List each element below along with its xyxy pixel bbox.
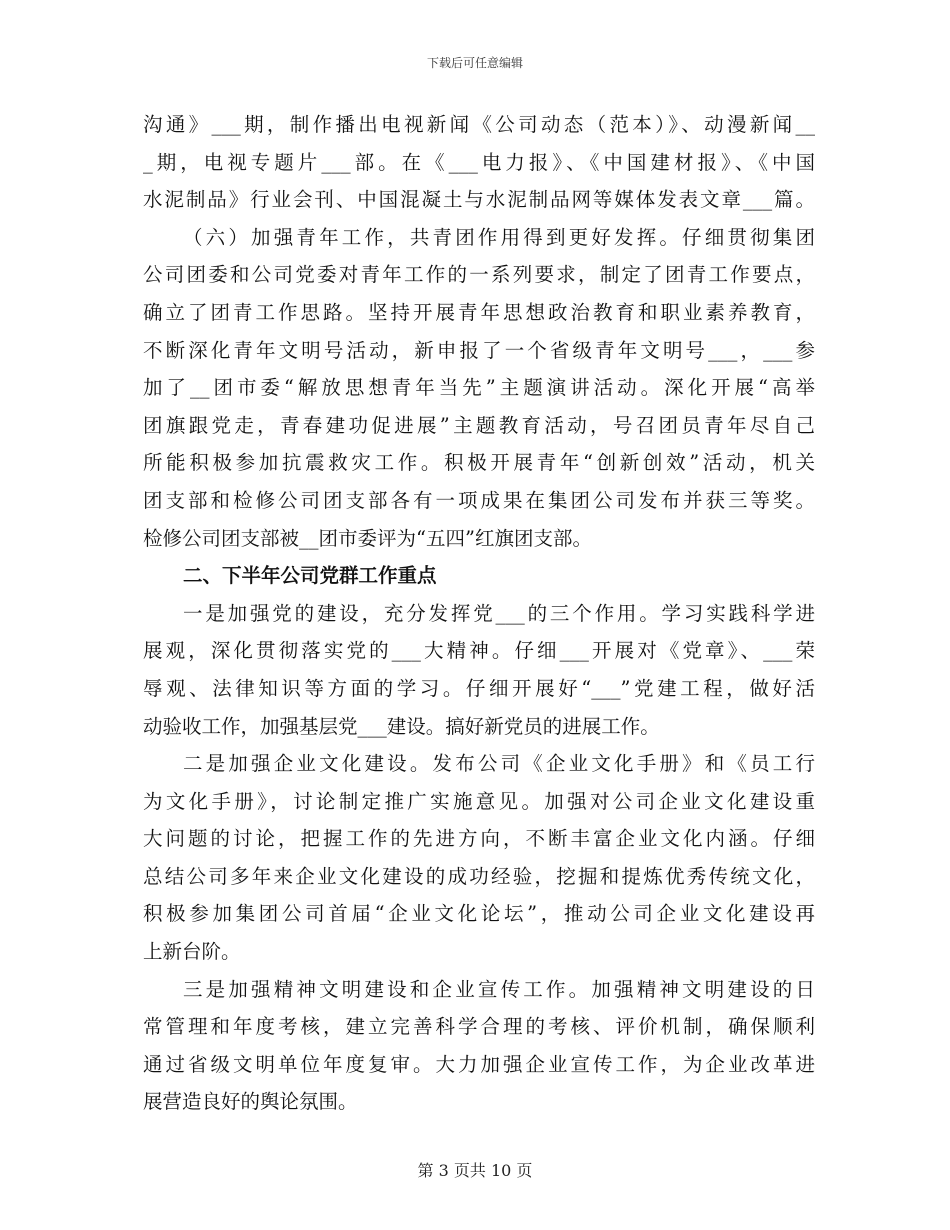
text-line: 总结公司多年来企业文化建设的成功经验，挖掘和提炼优秀传统文化， (143, 864, 815, 888)
text-line: 通过省级文明单位年度复审。大力加强企业宣传工作，为企业改革进 (143, 1052, 815, 1076)
text-line: 大问题的讨论，把握工作的先进方向，不断丰富企业文化内涵。仔细 (143, 827, 815, 851)
text-line: 不断深化青年文明号活动，新申报了一个省级青年文明号___，___参 (143, 338, 815, 362)
text-line: （六）加强青年工作，共青团作用得到更好发挥。仔细贯彻集团 (183, 225, 815, 249)
text-line: 沟通》___期，制作播出电视新闻《公司动态（范本）》、动漫新闻__ (143, 113, 815, 136)
text-line: 加了__团市委“解放思想青年当先”主题演讲活动。深化开展“高举 (143, 376, 815, 400)
text-line: 检修公司团支部被__团市委评为“五四”红旗团支部。 (143, 526, 592, 550)
text-line: 为文化手册》，讨论制定推广实施意见。加强对公司企业文化建设重 (143, 789, 815, 813)
text-line: 展观，深化贯彻落实党的___大精神。仔细___开展对《党章》、___荣 (143, 639, 815, 663)
text-line: 所能积极参加抗震救灾工作。积极开展青年“创新创效”活动，机关 (143, 451, 815, 475)
page-header: 下载后可任意编辑 (426, 56, 523, 70)
text-line: 常管理和年度考核，建立完善科学合理的考核、评价机制，确保顺利 (143, 1015, 815, 1039)
text-line: 三是加强精神文明建设和企业宣传工作。加强精神文明建设的日 (183, 977, 815, 1001)
text-line: 积极参加集团公司首届“企业文化论坛”，推动公司企业文化建设再 (143, 902, 815, 926)
document-body (143, 106, 815, 1121)
text-line: 动验收工作，加强基层党___建设。搞好新党员的进展工作。 (143, 714, 660, 738)
text-line: 公司团委和公司党委对青年工作的一系列要求，制定了团青工作要点， (143, 263, 815, 287)
text-line: 展营造良好的舆论氛围。 (143, 1090, 358, 1114)
text-line: 确立了团青工作思路。坚持开展青年思想政治教育和职业素养教育， (143, 300, 815, 324)
text-line: 辱观、法律知识等方面的学习。仔细开展好“___”党建工程，做好活 (143, 676, 815, 700)
text-line: 二是加强企业文化建设。发布公司《企业文化手册》和《员工行 (183, 752, 815, 776)
section-heading: 二、下半年公司党群工作重点 (183, 564, 437, 588)
text-line: 团支部和检修公司团支部各有一项成果在集团公司发布并获三等奖。 (143, 488, 815, 512)
text-line: 水泥制品》行业会刊、中国混凝土与水泥制品网等媒体发表文章___篇。 (143, 188, 815, 212)
text-line: _期，电视专题片___部。在《___电力报》、《中国建材报》、《中国 (143, 150, 815, 174)
text-line: 上新台阶。 (143, 940, 241, 964)
text-line: 团旗跟党走，青春建功促进展”主题教育活动，号召团员青年尽自己 (143, 413, 815, 437)
page-number: 第 3 页共 10 页 (417, 1161, 533, 1180)
text-line: 一是加强党的建设，充分发挥党___的三个作用。学习实践科学进 (183, 601, 815, 625)
